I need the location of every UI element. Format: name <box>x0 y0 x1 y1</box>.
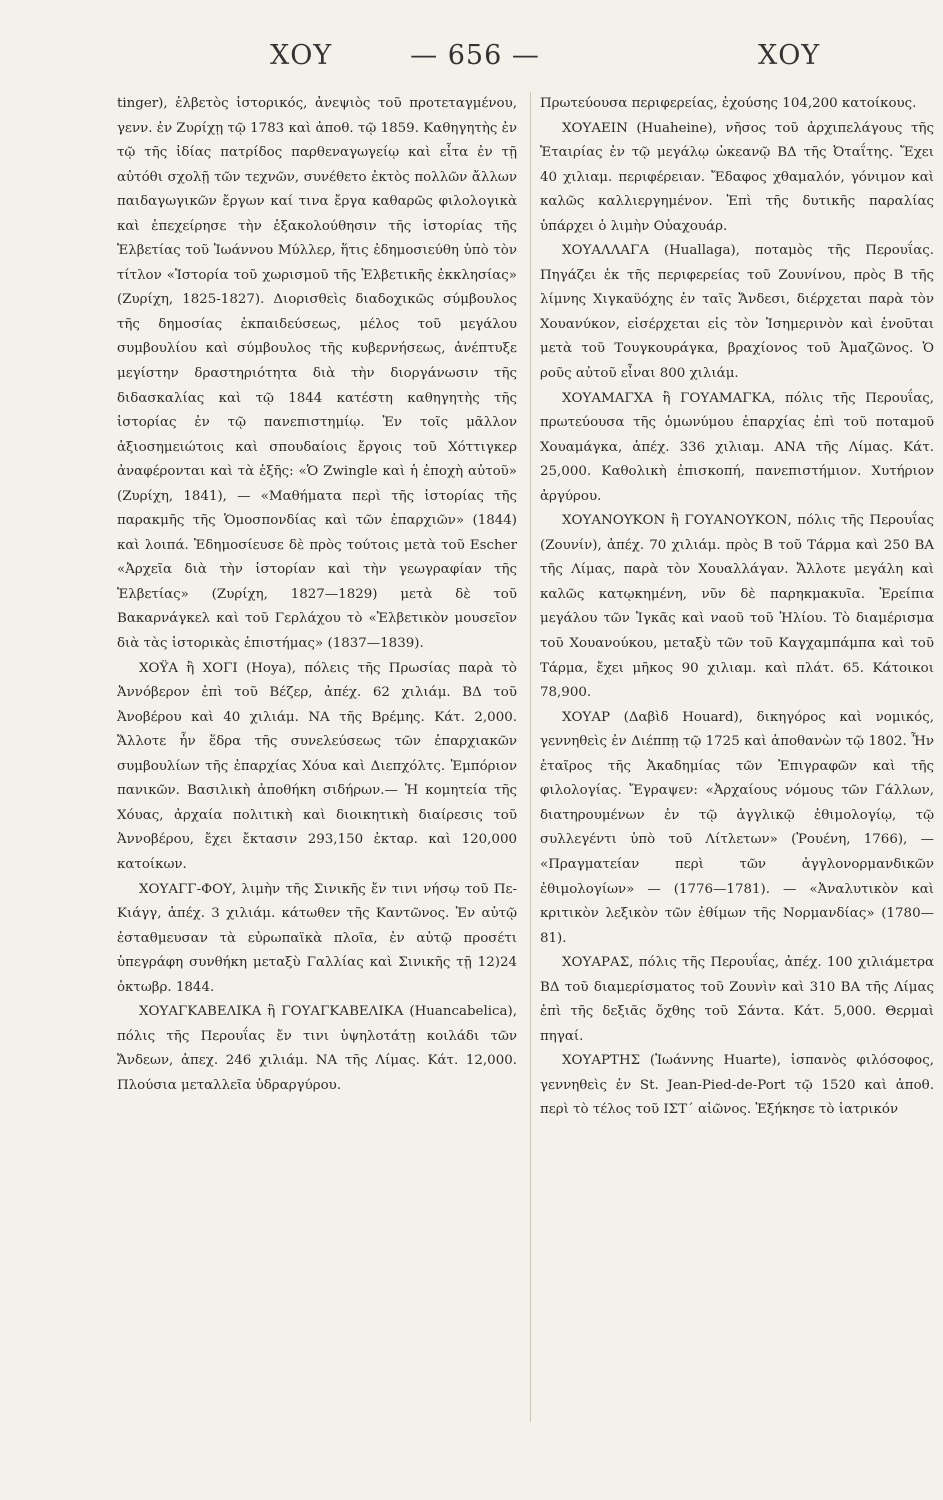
entry-huaheine: ΧΟΥΑΕΙΝ (Huaheine), νῆσος τοῦ ἀρχιπελάγους τῆς Ἑταιρίας ἐν τῷ μεγάλῳ ὠκεανῷ ΒΔ τῆς Ὀταΐτης. Ἔχει 40 χιλιαμ. περιφέρειαν. Ἔδαφος χθαμαλόν, γόνιμον καὶ καλῶς καλλιεργημένον. Ἐπὶ τῆς δυτικῆς παραλίας ὑπάρχει ὁ λιμὴν Οὐαχουάρ. <box>540 120 934 234</box>
paragraph-left-0: tinger), ἑλβετὸς ἱστορικός, ἀνεψιὸς τοῦ προτεταγμένου, γενν. ἐν Ζυρίχῃ τῷ 1783 καὶ ἀποθ. τῷ 1859. Καθηγητὴς ἐν τῷ τῆς ἰδίας πατρίδος παρθεναγωγείῳ καὶ εἶτα ἐν τῇ αὐτόθι σχολῇ τῶν τεχνῶν, συνέθετο ἐκτὸς πολλῶν ἄλλων παιδαγωγικῶν ἔργων καί τινα ἔργα καθαρῶς φιλολογικὰ καὶ ἐπεχείρησε τὴν ἐξακολούθησιν τῆς ἱστορίας τῆς Ἑλβετίας τοῦ Ἰωάννου Μύλλερ, ἥτις ἐδημοσιεύθη ὑπὸ τὸν τίτλον «Ἱστορία τοῦ χωρισμοῦ τῆς Ἑλβετικῆς ἐκκλησίας» (Ζυρίχη, 1825-1827). Διορισθεὶς διαδοχικῶς σύμβουλος τῆς δημοσίας ἐκπαιδεύσεως, μέλος τοῦ μεγάλου συμβουλίου καὶ σύμβουλος τῆς κυβερνήσεως, ἀνέπτυξε μεγίστην δραστηριότητα διὰ τὴν διοργάνωσιν τῆς διδασκαλίας καὶ τῷ 1844 κατέστη καθηγητὴς τῆς ἱστορίας ἐν τῷ πανεπιστημίῳ. Ἐν τοῖς μᾶλλον ἀξιοσημειώτοις καὶ σπουδαίοις ἔργοις τοῦ Χόττιγκερ ἀναφέρονται καὶ τὰ ἑξῆς: «Ὁ Zwingle καὶ ἡ ἐποχὴ αὐτοῦ» (Ζυρίχη, 1841), — «Μαθήματα περὶ τῆς ἱστορίας τῆς παρακμῆς τῆς Ὁμοσπονδίας καὶ τῶν ἐπαρχιῶν» (1844) καὶ λοιπά. Ἐδημοσίευσε δὲ πρὸς τούτοις μετὰ τοῦ Escher «Ἀρχεῖα διὰ τὴν ἱστορίαν καὶ τὴν γεωγραφίαν τῆς Ἑλβετίας» (Ζυρίχη, 1827—1829) μετὰ δὲ τοῦ Βακαρνάγκελ καὶ τοῦ Γερλάχου τὸ «Ἑλβετικὸν μουσεῖον διὰ τὰς ἱστορικὰς ἐπιστήμας» (1837—1839). <box>117 96 517 652</box>
column-divider <box>530 92 531 1422</box>
entry-hoya: ΧΟΫΑ ἢ ΧΟΓΙ (Hoya), πόλεις τῆς Πρωσίας παρὰ τὸ Ἀννόβερον ἐπὶ τοῦ Βέζερ, ἀπέχ. 62 χιλιάμ. ΒΔ τοῦ Ἀνοβέρου καὶ 40 χιλιάμ. ΝΑ τῆς Βρέμης. Κάτ. 2,000. Ἄλλοτε ἦν ἕδρα τῆς συνελεύσεως τῶν ἐπαρχιακῶν συμβουλίων τῆς ἐπαρχίας Χόυα καὶ Διεπχόλτς. Ἐμπόριον πανικῶν. Βασιλικὴ ἀποθήκη σιδήρων.— Ἡ κομητεία τῆς Χόυας, ἀρχαία πολιτικὴ καὶ διοικητικὴ διαίρεσις τοῦ Ἀννοβέρου, ἔχει ἔκτασιν 293,150 ἐκταρ. καὶ 120,000 κατοίκων. <box>117 660 517 872</box>
paragraph-right-0: Πρωτεύουσα περιφερείας, ἐχούσης 104,200 κατοίκους. <box>540 96 917 111</box>
page-header <box>60 40 890 84</box>
header-guide-word-left: ΧΟΥ <box>270 40 333 71</box>
entry-huaras: ΧΟΥΑΡΑΣ, πόλις τῆς Περουΐας, ἀπέχ. 100 χιλιάμετρα ΒΔ τοῦ διαμερίσματος τοῦ Ζουνὶν καὶ 310 ΒΑ τῆς Λίμας ἐπὶ τῆς δεξιᾶς ὄχθης τοῦ Σάντα. Κάτ. 5,000. Θερμαὶ πηγαί. <box>540 955 934 1044</box>
entry-houard: ΧΟΥΑΡ (Δαβὶδ Houard), δικηγόρος καὶ νομικός, γεννηθεὶς ἐν Διέππῃ τῷ 1725 καὶ ἀποθανὼν τῷ 1802. Ἦν ἑταῖρος τῆς Ἀκαδημίας τῶν Ἐπιγραφῶν καὶ τῆς φιλολογίας. Ἔγραψεν: «Ἀρχαίους νόμους τῶν Γάλλων, διατηρουμένων ἐν τῷ ἀγγλικῷ ἐθιμολογίῳ, τῷ συλλεγέντι ὑπὸ τοῦ Λίτλετων» (Ῥουένη, 1766), — «Πραγματείαν περὶ τῶν ἀγγλονορμανδικῶν ἐθιμολογίων» — (1776—1781). — «Ἀναλυτικὸν καὶ κριτικὸν λεξικὸν τῶν ἐθίμων τῆς Νορμανδίας» (1780—81). <box>540 709 934 946</box>
entry-houang-fou: ΧΟΥΑΓΓ-ΦΟΥ, λιμὴν τῆς Σινικῆς ἔν τινι νήσῳ τοῦ Πε-Κιάγγ, ἀπέχ. 3 χιλιάμ. κάτωθεν τῆς Καντῶνος. Ἐν αὐτῷ ἐσταθμευσαν τὰ εὐρωπαϊκὰ πλοῖα, ἐν αὐτῷ προσέτι ὑπεγράφη συνθήκη μεταξὺ Γαλλίας καὶ Σινικῆς τῇ 12)24 ὀκτωβρ. 1844. <box>117 881 517 995</box>
entry-huanuco: ΧΟΥΑΝΟΥΚΟΝ ἢ ΓΟΥΑΝΟΥΚΟΝ, πόλις τῆς Περουΐας (Ζουνίν), ἀπέχ. 70 χιλιάμ. πρὸς Β τοῦ Τάρμα καὶ 250 ΒΑ τῆς Λίμας, παρὰ τὸν Χουαλλάγαν. Ἄλλοτε μεγάλη καὶ καλῶς κατῳκημένη, νῦν δὲ παρηκμακυῖα. Ἐρείπια μεγάλου τῶν Ἰγκᾶς καὶ ναοῦ τοῦ Ἡλίου. Τὸ διαμέρισμα τοῦ Χουανούκου, μεταξὺ τῶν τοῦ Καγχαμπάμπα καὶ τοῦ Τάρμα, ἔχει μῆκος 90 χιλιαμ. καὶ πλάτ. 65. Κάτοικοι 78,900. <box>540 513 934 701</box>
header-guide-word-right: ΧΟΥ <box>758 40 821 71</box>
entry-huamanga: ΧΟΥΑΜΑΓΧΑ ἢ ΓΟΥΑΜΑΓΚΑ, πόλις τῆς Περουΐας, πρωτεύουσα τῆς ὁμωνύμου ἐπαρχίας ἐπὶ τοῦ ποταμοῦ Χουαμάγκα, ἀπέχ. 336 χιλιαμ. ΑΝΑ τῆς Λίμας. Κάτ. 25,000. Καθολικὴ ἐπισκοπή, πανεπιστήμιον. Χυτήριον ἀργύρου. <box>540 390 934 504</box>
entry-huallaga: ΧΟΥΑΛΛΑΓΑ (Huallaga), ποταμὸς τῆς Περουΐας. Πηγάζει ἐκ τῆς περιφερείας τοῦ Ζουνίνου, πρὸς Β τῆς λίμνης Χιγκαϋόχης ἐν ταῖς Ἄνδεσι, διέρχεται παρὰ τὸν Χουανύκον, εἰσέρχεται εἰς τὸν Ἰσημερινὸν καὶ ἑνοῦται μετὰ τοῦ Τουγκουράγκα, βραχίονος τοῦ Ἀμαζῶνος. Ὁ ροῦς αὐτοῦ εἶναι 800 χιλιάμ. <box>540 243 934 382</box>
entry-huancabelica: ΧΟΥΑΓΚΑΒΕΛΙΚΑ ἢ ΓΟΥΑΓΚΑΒΕΛΙΚΑ (Huancabelica), πόλις τῆς Περουΐας ἔν τινι ὑψηλοτάτῃ κοιλάδι τῶν Ἄνδεων, ἀπεχ. 246 χιλιάμ. ΝΑ τῆς Λίμας. Κάτ. 12,000. Πλούσια μεταλλεῖα ὑδραργύρου. <box>117 1004 517 1093</box>
entry-huarte: ΧΟΥΑΡΤΗΣ (Ἰωάννης Huarte), ἱσπανὸς φιλόσοφος, γεννηθεὶς ἐν St. Jean-Pied-de-Port τῷ 1520 καὶ ἀποθ. περὶ τὸ τέλος τοῦ ΙΣΤ´ αἰῶνος. Ἐξήκησε τὸ ἰατρικόν <box>540 1053 934 1118</box>
right-column <box>540 92 934 1123</box>
page-number: — 656 — <box>410 40 540 71</box>
left-column <box>117 92 517 1098</box>
